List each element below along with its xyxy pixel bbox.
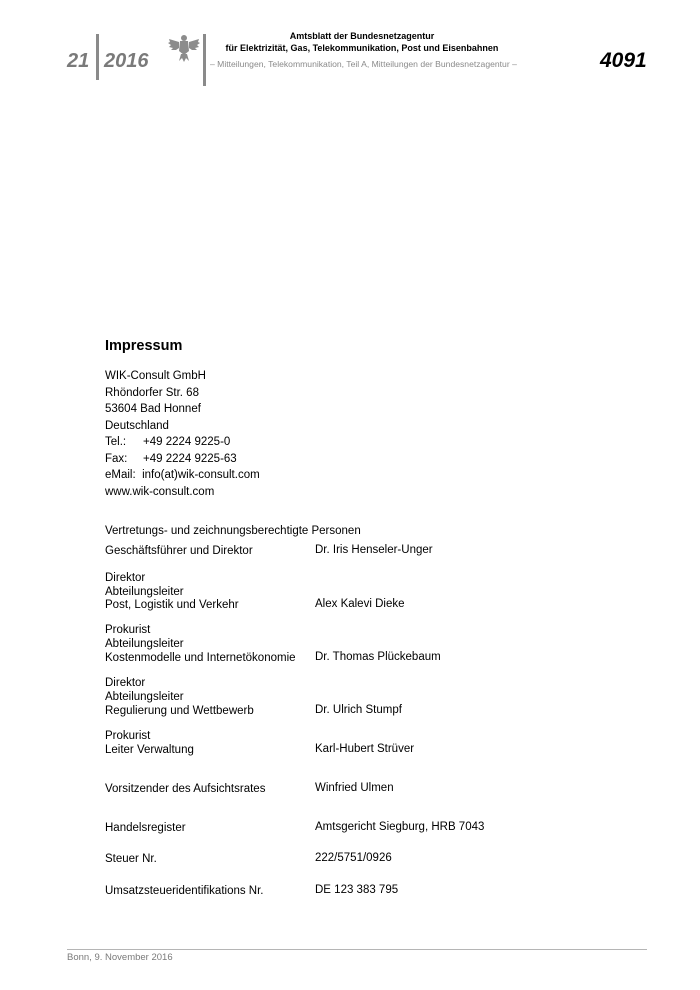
fax-row [105, 453, 237, 465]
person-role: Abteilungsleiter [105, 691, 184, 703]
phone-value: +49 2224 9225-0 [143, 436, 231, 448]
company-name: WIK-Consult GmbH [105, 370, 206, 382]
person-role: Prokurist [105, 624, 151, 636]
person-role: Direktor [105, 677, 146, 689]
person-name: Alex Kalevi Dieke [315, 598, 405, 610]
tax-number-value: 222/5751/0926 [315, 852, 392, 864]
person-role: Geschäftsführer und Direktor [105, 545, 253, 557]
country: Deutschland [105, 420, 169, 432]
header-divider [96, 34, 99, 80]
person-role: Prokurist [105, 730, 151, 742]
person-role: Post, Logistik und Verkehr [105, 599, 239, 611]
tax-number-label: Steuer Nr. [105, 853, 157, 865]
persons-heading: Vertretungs- und zeichnungsberechtigte Personen [105, 525, 361, 537]
footer-divider [67, 949, 647, 950]
gazette-subtitle: für Elektrizität, Gas, Telekommunikation, Post und Eisenbahnen [225, 43, 499, 53]
person-name: Dr. Ulrich Stumpf [315, 704, 402, 716]
email-row [105, 469, 260, 481]
person-role: Leiter Verwaltung [105, 744, 194, 756]
fax-value: +49 2224 9225-63 [143, 453, 237, 465]
page-number: 4091 [600, 49, 647, 72]
person-role: Direktor [105, 572, 146, 584]
email-label: eMail: [105, 469, 136, 481]
person-role: Kostenmodelle und Internetökonomie [105, 652, 296, 664]
board-chair-name: Winfried Ulmen [315, 782, 394, 794]
issue-number: 21 [67, 50, 90, 72]
fax-label: Fax: [105, 453, 128, 465]
footer-date: Bonn, 9. November 2016 [67, 952, 173, 963]
person-name: Dr. Thomas Plückebaum [315, 651, 441, 663]
person-role: Abteilungsleiter [105, 586, 184, 598]
commercial-register-label: Handelsregister [105, 822, 186, 834]
gazette-section: – Mitteilungen, Telekommunikation, Teil A, Mitteilungen der Bundesnetzagentur – [210, 59, 517, 69]
person-role: Abteilungsleiter [105, 638, 184, 650]
website: www.wik-consult.com [105, 486, 215, 498]
email-value: info(at)wik-consult.com [142, 469, 260, 481]
vat-id-value: DE 123 383 795 [315, 884, 399, 896]
person-name: Dr. Iris Henseler-Unger [315, 544, 433, 556]
page-title: Impressum [105, 338, 183, 354]
person-role: Regulierung und Wettbewerb [105, 705, 254, 717]
phone-label: Tel.: [105, 436, 127, 448]
header-divider [203, 34, 206, 86]
person-name: Karl-Hubert Strüver [315, 743, 415, 755]
phone-row [105, 436, 230, 448]
commercial-register-value: Amtsgericht Siegburg, HRB 7043 [315, 821, 485, 833]
vat-id-label: Umsatzsteueridentifikations Nr. [105, 885, 264, 897]
issue-year: 2016 [104, 50, 149, 72]
gazette-title: Amtsblatt der Bundesnetzagentur [289, 31, 435, 41]
board-chair-label: Vorsitzender des Aufsichtsrates [105, 783, 266, 795]
city: 53604 Bad Honnef [105, 403, 201, 415]
federal-eagle-icon [167, 33, 201, 63]
street: Rhöndorfer Str. 68 [105, 387, 199, 399]
